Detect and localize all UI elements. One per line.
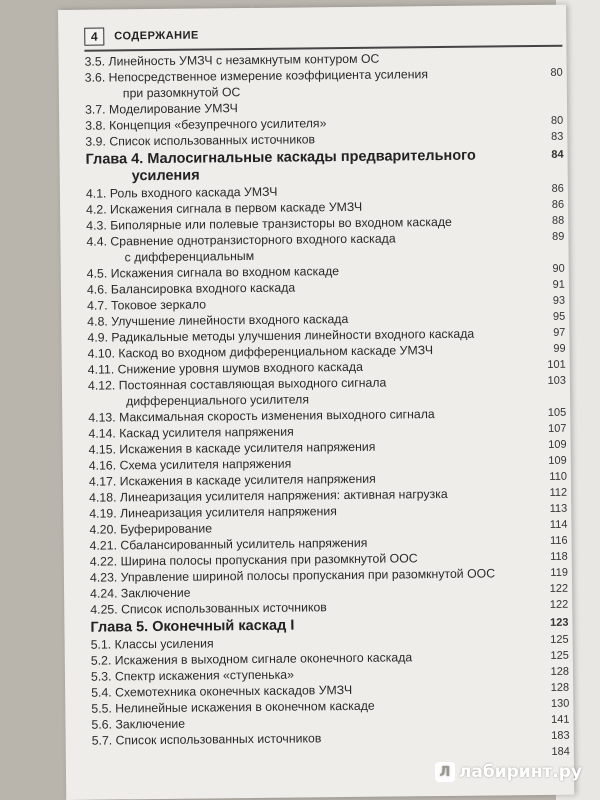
toc-entry-title: 3.6. Непосредственное измерение коэффициента усиления [84, 67, 429, 85]
toc-entry-continuation: при разомкнутой ОС [122, 85, 241, 101]
toc-page-number: 95 [552, 310, 566, 323]
toc-entry-title: 4.1. Роль входного каскада УМЗЧ [85, 184, 278, 201]
toc-entry-title: 4.23. Управление шириной полосы пропускания при разомкнутой ООС [89, 566, 496, 585]
toc-page-number: 116 [549, 534, 568, 547]
toc-page-number: 91 [552, 278, 565, 291]
toc-entry-title: 3.8. Концепция «безупречного усилителя» [85, 116, 327, 133]
toc-entry-title: 4.4. Сравнение однотранзисторного входного каскада [86, 231, 396, 249]
toc-page-number: 113 [549, 502, 568, 515]
toc-entry-title: 4.7. Токовое зеркало [87, 297, 207, 313]
toc-page-number: 123 [550, 616, 569, 629]
toc-page-number: 97 [553, 326, 566, 339]
toc-entry [86, 229, 564, 266]
toc-entry-title: 4.10. Каскод во входном дифференциальном каскаде УМЗЧ [87, 343, 434, 361]
toc-page-number: 119 [550, 566, 568, 579]
toc-entry-title: Глава 5. Оконечный каскад I [90, 617, 295, 636]
toc-entry-title: 5.7. Список использованных источников [91, 731, 322, 748]
toc-page-number: 88 [551, 214, 565, 227]
toc-page-number: 86 [551, 182, 564, 195]
toc-entry-title: 3.7. Моделирование УМЗЧ [84, 101, 238, 117]
toc-entry-title: 4.14. Каскад усилителя напряжения [88, 424, 294, 441]
toc-entry-title: 4.12. Постоянная составляющая выходного сигнала [87, 375, 387, 393]
toc-page-number: 114 [549, 518, 568, 531]
toc-entry-title: 5.3. Спектр искажения «ступенька» [90, 667, 294, 684]
toc-page-number: 110 [549, 470, 567, 483]
toc-entry-title: 4.19. Линеаризация усилителя напряжения [89, 504, 337, 521]
toc-page-number: 80 [550, 66, 563, 79]
toc-page-number: 80 [550, 114, 564, 127]
toc-entry-title: 4.9. Радикальные методы улучшения линейности входного каскада [87, 326, 475, 345]
toc-entry-title: 3.5. Линейность УМЗЧ с незамкнутым контуром ОС [84, 51, 380, 69]
toc-page-number: 86 [551, 198, 565, 211]
toc-page-number: 107 [547, 422, 567, 435]
toc-page-number: 183 [551, 729, 570, 742]
toc-page-number: 90 [552, 262, 565, 275]
toc-entry-title: Глава 4. Малосигнальные каскады предварительного [85, 147, 476, 168]
section-title: СОДЕРЖАНИЕ [114, 29, 199, 43]
toc-entry-title: 4.6. Балансировка входного каскада [86, 280, 296, 297]
toc-entry-title: 4.22. Ширина полосы пропускания при разомкнутой ООС [89, 551, 418, 569]
toc-page-number: 109 [548, 438, 567, 451]
toc-entry [88, 373, 566, 410]
toc-page-number: 122 [549, 582, 569, 595]
toc-page-number: 141 [551, 713, 570, 726]
toc-entry-title: 4.11. Снижение уровня шумов входного каскада [87, 359, 363, 377]
toc-page-number: 89 [552, 230, 565, 243]
toc-page-number: 118 [550, 550, 568, 563]
toc-entry-continuation: усиления [131, 167, 200, 185]
toc-page-number: 184 [551, 745, 570, 758]
toc-entry-title: 4.5. Искажения сигнала во входном каскаде [86, 264, 340, 281]
toc-entry-title: 5.2. Искажения в выходном сигнале оконечного каскада [90, 650, 413, 668]
toc-page-number: 125 [550, 633, 569, 646]
toc-page-number: 128 [550, 665, 570, 678]
toc-entry-title: 5.1. Классы усиления [90, 636, 214, 652]
toc-entry-title: 4.13. Максимальная скорость изменения выходного сигнала [88, 407, 435, 425]
toc-page-number: 84 [551, 148, 564, 161]
toc-entry-title: 4.15. Искажения в каскаде усилителя напряжения [88, 439, 376, 457]
toc-entry-continuation: с дифференциальным [124, 248, 255, 265]
toc-entry [85, 65, 563, 102]
toc-entry-title: 4.20. Буферирование [89, 521, 213, 537]
toc-page-number: 125 [550, 649, 569, 662]
toc-entry-continuation: дифференциального усилителя [126, 392, 310, 409]
toc-page-number: 130 [550, 697, 570, 710]
toc-entry-title: 4.17. Искажения в каскаде усилителя напряжения [88, 471, 376, 489]
toc-entry-title: 4.24. Заключение [90, 585, 191, 601]
toc-entry-title: 4.3. Биполярные или полевые транзисторы во входном каскаде [86, 214, 452, 233]
book-page [58, 5, 574, 800]
watermark [435, 762, 582, 782]
table-of-contents [84, 49, 569, 765]
toc-entry-title: 4.21. Сбалансированный усилитель напряжения [89, 535, 368, 553]
page-header [84, 27, 199, 46]
toc-page-number: 83 [551, 130, 564, 143]
toc-entry-title: 4.18. Линеаризация усилителя напряжения: активная нагрузка [89, 486, 448, 505]
toc-page-number: 99 [553, 342, 566, 355]
toc-chapter-heading [85, 147, 563, 186]
toc-entry-title: 4.8. Улучшение линейности входного каскада [87, 311, 349, 329]
toc-entry-title: 4.25. Список использованных источников [90, 600, 327, 617]
labirint-logo-icon: Л [435, 762, 455, 782]
toc-entry-title: 4.16. Схема усилителя напряжения [88, 456, 292, 473]
toc-entry-title: 5.6. Заключение [91, 716, 186, 732]
toc-page-number: 109 [548, 454, 567, 467]
page-number: 4 [84, 28, 104, 46]
toc-page-number: 128 [550, 681, 570, 694]
toc-page-number: 93 [552, 294, 566, 307]
toc-page-number: 105 [547, 406, 567, 419]
toc-entry-title: 4.2. Искажения сигнала в первом каскаде УМЗЧ [86, 199, 363, 217]
toc-page-number: 112 [549, 486, 568, 499]
watermark-text: лабиринт.ру [458, 762, 582, 782]
toc-page-number: 122 [549, 598, 569, 611]
toc-page-number: 101 [547, 358, 566, 371]
toc-entry-title: 5.4. Схемотехника оконечных каскадов УМЗЧ [91, 682, 353, 700]
toc-entry-title: 5.5. Нелинейные искажения в оконечном каскаде [91, 698, 375, 716]
toc-entry-title: 3.9. Список использованных источников [85, 132, 316, 149]
toc-page-number: 103 [547, 374, 566, 387]
